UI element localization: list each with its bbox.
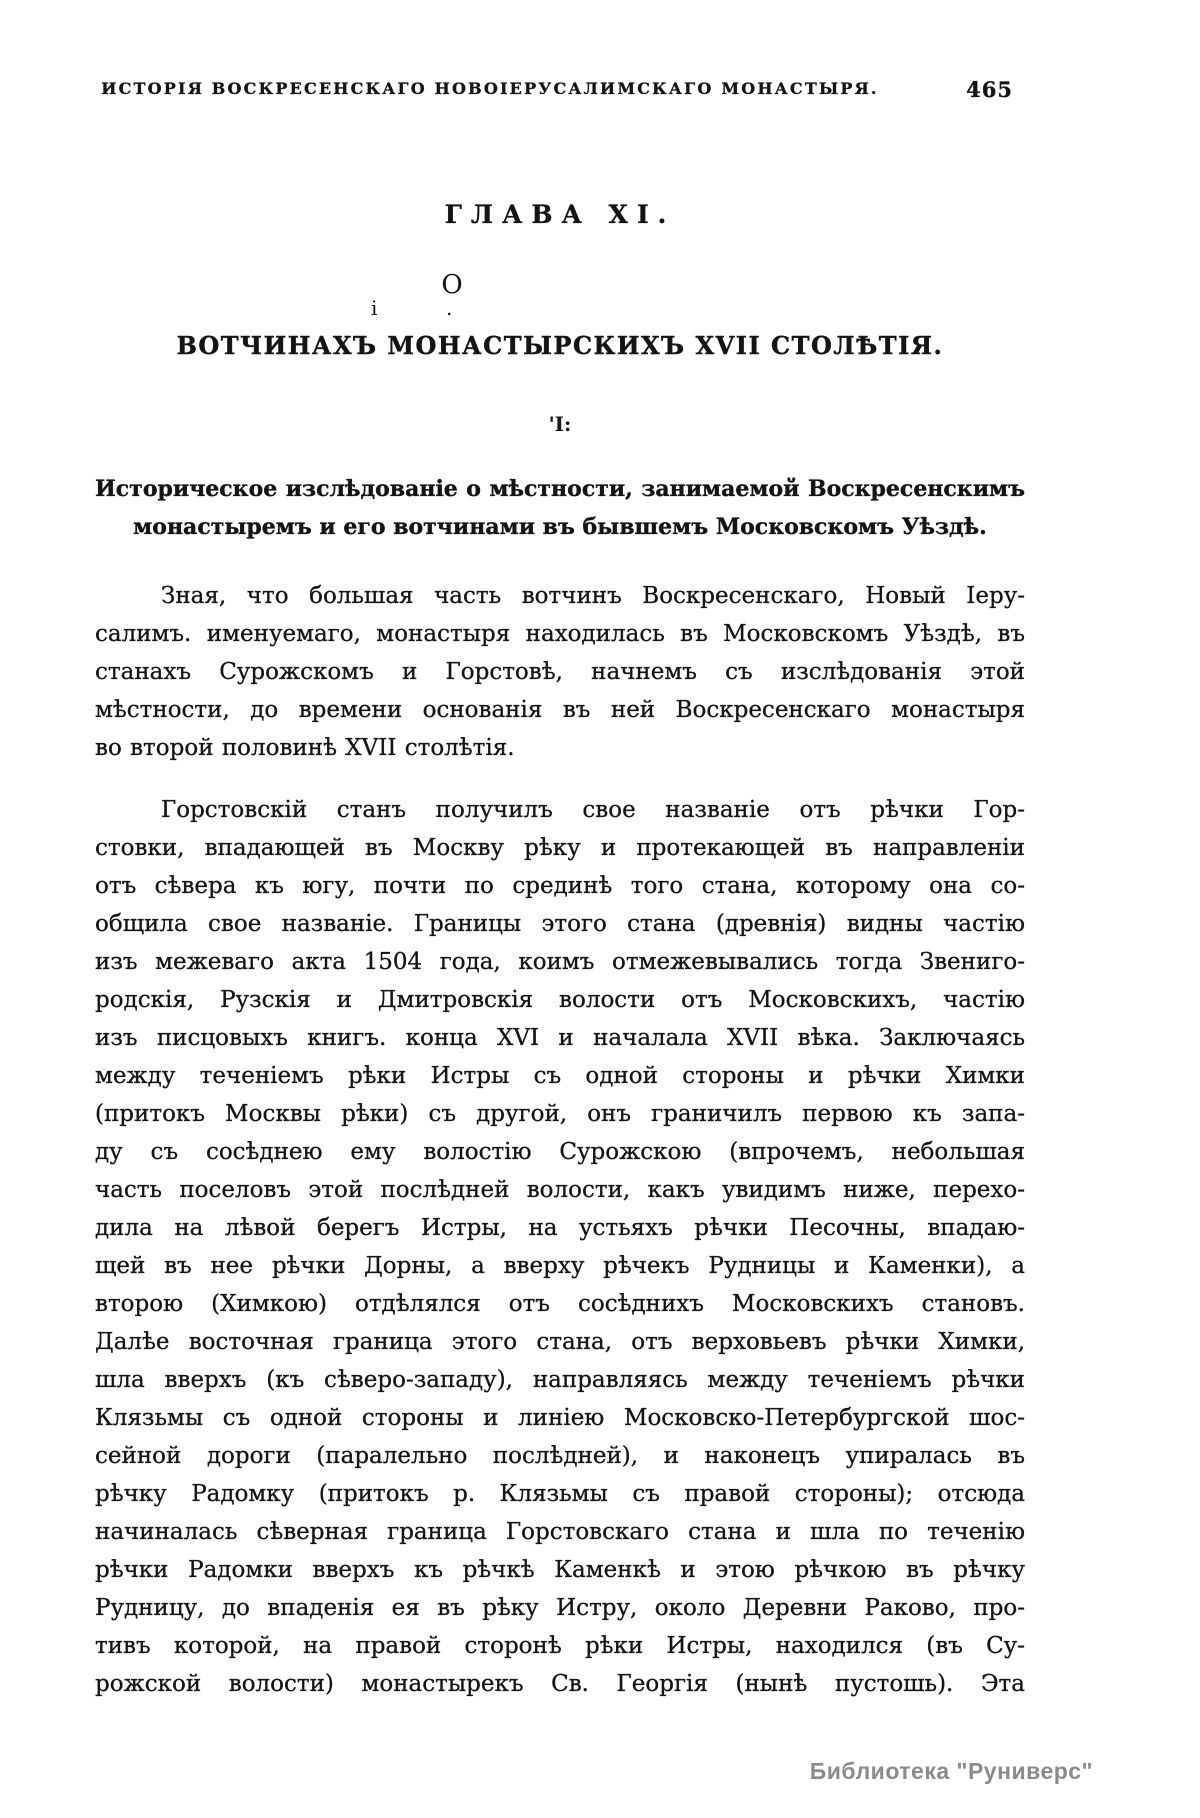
text-line: Горстовскій станъ получилъ свое названіе отъ рѣчки Гор- <box>161 797 1025 823</box>
text-line: (притокъ Москвы рѣки) съ другой, онъ граничилъ первою къ запа- <box>95 1101 1025 1127</box>
chapter-subtitle: ВОТЧИНАХЪ МОНАСТЫРСКИХЪ XVII СТОЛѢТІЯ. <box>176 331 944 360</box>
text-line: стовки, впадающей въ Москву рѣку и протекающей въ направленіи <box>95 835 1025 861</box>
text-line: между теченіемъ рѣки Истры съ одной стороны и рѣчки Химки <box>95 1063 1025 1089</box>
text-line: во второй половинѣ XVII столѣтія. <box>95 735 515 761</box>
scan-artifact-mark: і <box>371 296 378 320</box>
text-line: изъ писцовыхъ книгъ. конца XVI и началала XVII вѣка. Заключаясь <box>95 1025 1025 1051</box>
text-line: Далѣе восточная граница этого стана, отъ верховьевъ рѣчки Химки, <box>95 1329 1025 1355</box>
text-line: изъ межеваго акта 1504 года, коимъ отмежевывались тогда Звениго- <box>95 949 1025 975</box>
chapter-preposition-letter: О <box>441 270 463 300</box>
text-line: Зная, что большая часть вотчинъ Воскресенскаго, Новый Іеру- <box>161 583 1025 609</box>
chapter-preposition <box>95 270 1025 300</box>
text-line: сейной дороги (паралельно послѣдней), и наконецъ упиралась въ <box>95 1443 1025 1469</box>
text-line: часть поселовъ этой послѣдней волости, какъ увидимъ ниже, перехо- <box>95 1177 1025 1203</box>
text-line: рожской волости) монастырекъ Св. Георгія (нынѣ пустошь). Эта <box>95 1671 1025 1697</box>
text-line: монастыремъ и его вотчинами въ бывшемъ Московскомъ Уѣздѣ. <box>133 514 987 540</box>
paragraph <box>95 791 1025 1703</box>
page-number: 465 <box>966 77 1013 102</box>
text-line: родскія, Рузскія и Дмитровскія волости отъ Московскихъ, частію <box>95 987 1025 1013</box>
section-number: 'I: <box>548 412 572 436</box>
text-line: шла вверхъ (къ сѣверо-западу), направляясь между теченіемъ рѣчки <box>95 1367 1025 1393</box>
text-line: отъ сѣвера къ югу, почти по срединѣ того стана, которому она со- <box>95 873 1025 899</box>
text-line: общила свое названіе. Границы этого стана (древнія) видны частію <box>95 911 1025 937</box>
text-line: рѣчки Радомки вверхъ къ рѣчкѣ Каменкѣ и этою рѣчкою въ рѣчку <box>95 1557 1025 1583</box>
library-watermark: Библиотека "Руниверс" <box>809 1758 1093 1784</box>
text-line: Клязьмы съ одной стороны и линіею Московско-Петербургской шос- <box>95 1405 1025 1431</box>
running-header <box>95 79 1025 105</box>
text-line: ду съ сосѣднею ему волостію Сурожскою (впрочемъ, небольшая <box>95 1139 1025 1165</box>
text-line: рѣчку Радомку (притокъ р. Клязьмы съ правой стороны); отсюда <box>95 1481 1025 1507</box>
text-line: второю (Химкою) отдѣлялся отъ сосѣднихъ Московскихъ становъ. <box>95 1291 1025 1317</box>
text-line: дила на лѣвой берегъ Истры, на устьяхъ рѣчки Песочны, впадаю- <box>95 1215 1025 1241</box>
text-line: Историческое изслѣдованіе о мѣстности, занимаемой Воскресенскимъ <box>95 476 1025 502</box>
paragraph <box>95 577 1025 767</box>
text-line: щей въ нее рѣчки Дорны, а вверху рѣчекъ Рудницы и Каменки), а <box>95 1253 1025 1279</box>
text-line: салимъ. именуемаго, монастыря находилась въ Московскомъ Уѣздѣ, въ <box>95 621 1025 647</box>
chapter-title: ГЛАВА XI. <box>444 200 676 229</box>
text-line: станахъ Сурожскомъ и Горстовѣ, начнемъ съ изслѣдованія этой <box>95 659 1025 685</box>
text-line: тивъ которой, на правой сторонѣ рѣки Истры, находился (въ Су- <box>95 1633 1025 1659</box>
section-heading <box>95 470 1025 546</box>
running-title: ИСТОРІЯ ВОСКРЕСЕНСКАГО НОВОІЕРУСАЛИМСКАГО МОНАСТЫРЯ. <box>101 79 879 98</box>
text-line: начиналась сѣверная граница Горстовскаго стана и шла по теченію <box>95 1519 1025 1545</box>
text-line: Рудницу, до впаденія ея въ рѣку Истру, около Деревни Раково, про- <box>95 1595 1025 1621</box>
scan-artifact-dot: . <box>446 296 453 320</box>
text-line: мѣстности, до времени основанія въ ней Воскресенскаго монастыря <box>95 697 1025 723</box>
